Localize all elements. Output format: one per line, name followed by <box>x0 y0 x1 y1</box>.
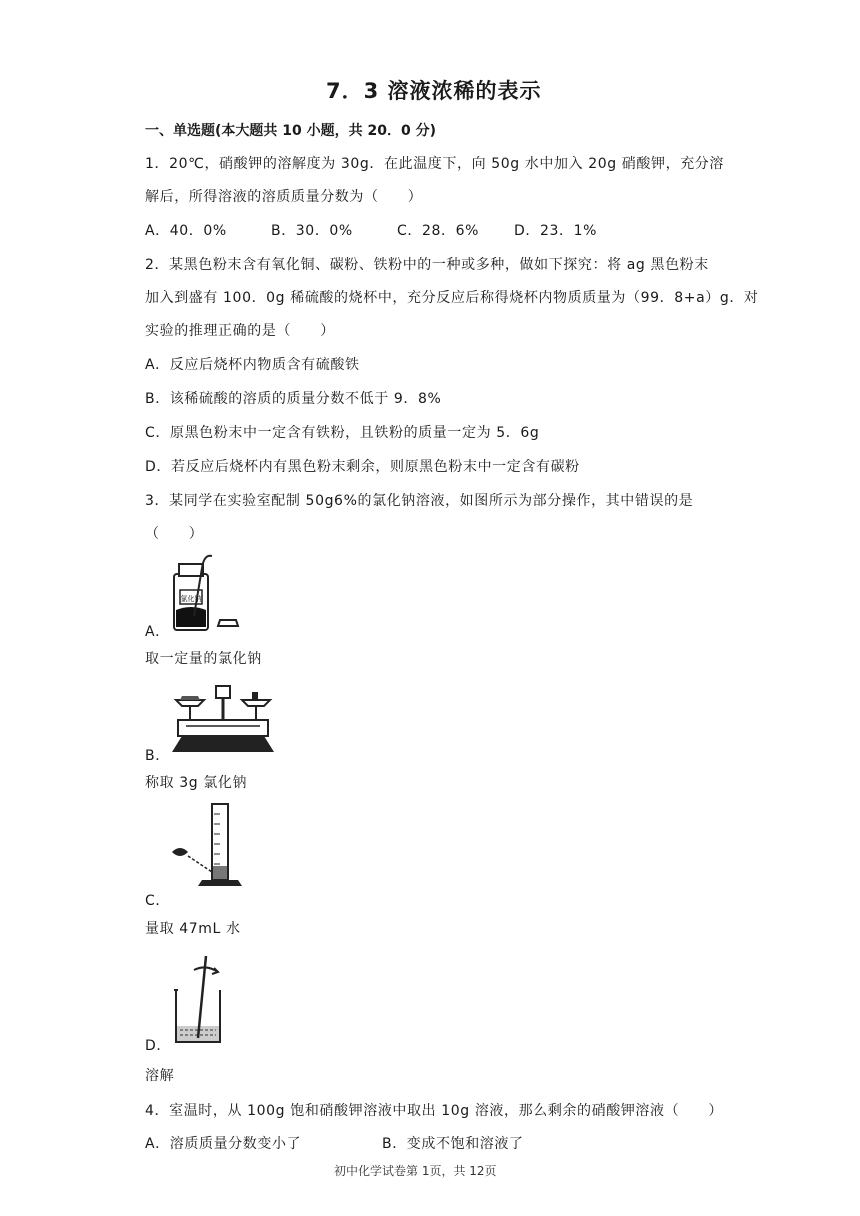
q3-line-2: （ ） <box>145 526 204 542</box>
q2-option-c: C．原黑色粉末中一定含有铁粉，且铁粉的质量一定为 5．6g <box>145 425 540 441</box>
q2-option-d: D．若反应后烧杯内有黑色粉末剩余，则原黑色粉末中一定含有碳粉 <box>145 459 580 475</box>
q3-option-b-caption: 称取 3g 氯化钠 <box>145 775 248 791</box>
page-title: 7．3 溶液浓稀的表示 <box>326 79 542 103</box>
q4-option-a: A．溶质质量分数变小了 <box>145 1136 302 1152</box>
jar-label: 氯化钠 <box>180 595 202 603</box>
beaker-figure <box>168 950 248 1050</box>
q1-line-2: 解后，所得溶液的溶质质量分数为（ ） <box>145 189 423 205</box>
q2-option-a: A．反应后烧杯内物质含有硫酸铁 <box>145 357 360 373</box>
balance-figure <box>168 680 278 760</box>
q1-option-c: C．28．6% <box>397 223 479 239</box>
q3-option-a-letter: A． <box>145 624 170 640</box>
q3-option-b-letter: B． <box>145 748 170 764</box>
q2-line-1: 2．某黑色粉末含有氧化铜、碳粉、铁粉中的一种或多种，做如下探究：将 ag 黑色粉末 <box>145 257 709 273</box>
q3-option-d-caption: 溶解 <box>145 1068 175 1084</box>
graduated-cylinder-figure <box>168 800 248 890</box>
q4-line-1: 4．室温时，从 100g 饱和硝酸钾溶液中取出 10g 溶液，那么剩余的硝酸钾溶液（ ） <box>145 1103 724 1119</box>
q2-option-b: B．该稀硫酸的溶质的质量分数不低于 9．8% <box>145 391 442 407</box>
q4-option-b: B．变成不饱和溶液了 <box>382 1136 524 1152</box>
q3-line-1: 3．某同学在实验室配制 50g6%的氯化钠溶液，如图所示为部分操作，其中错误的是 <box>145 493 694 509</box>
q3-option-c-letter: C． <box>145 893 170 909</box>
q1-option-b: B．30．0% <box>271 223 353 239</box>
reagent-jar-figure <box>168 550 248 640</box>
q1-line-1: 1．20℃，硝酸钾的溶解度为 30g．在此温度下，向 50g 水中加入 20g 硝酸钾，充分溶 <box>145 156 724 172</box>
section-heading: 一、单选题(本大题共 10 小题，共 20．0 分) <box>145 123 436 139</box>
q3-option-c-caption: 量取 47mL 水 <box>145 921 241 937</box>
q1-option-a: A．40．0% <box>145 223 227 239</box>
q1-option-d: D．23．1% <box>514 223 598 239</box>
q2-line-2: 加入到盛有 100．0g 稀硫酸的烧杯中，充分反应后称得烧杯内物质质量为（99．8+a）g．对 <box>145 290 759 306</box>
q3-option-d-letter: D． <box>145 1038 171 1054</box>
q3-option-a-caption: 取一定量的氯化钠 <box>145 651 262 667</box>
page-footer: 初中化学试卷第 1页，共 12页 <box>334 1164 497 1178</box>
q2-line-3: 实验的推理正确的是（ ） <box>145 323 335 339</box>
